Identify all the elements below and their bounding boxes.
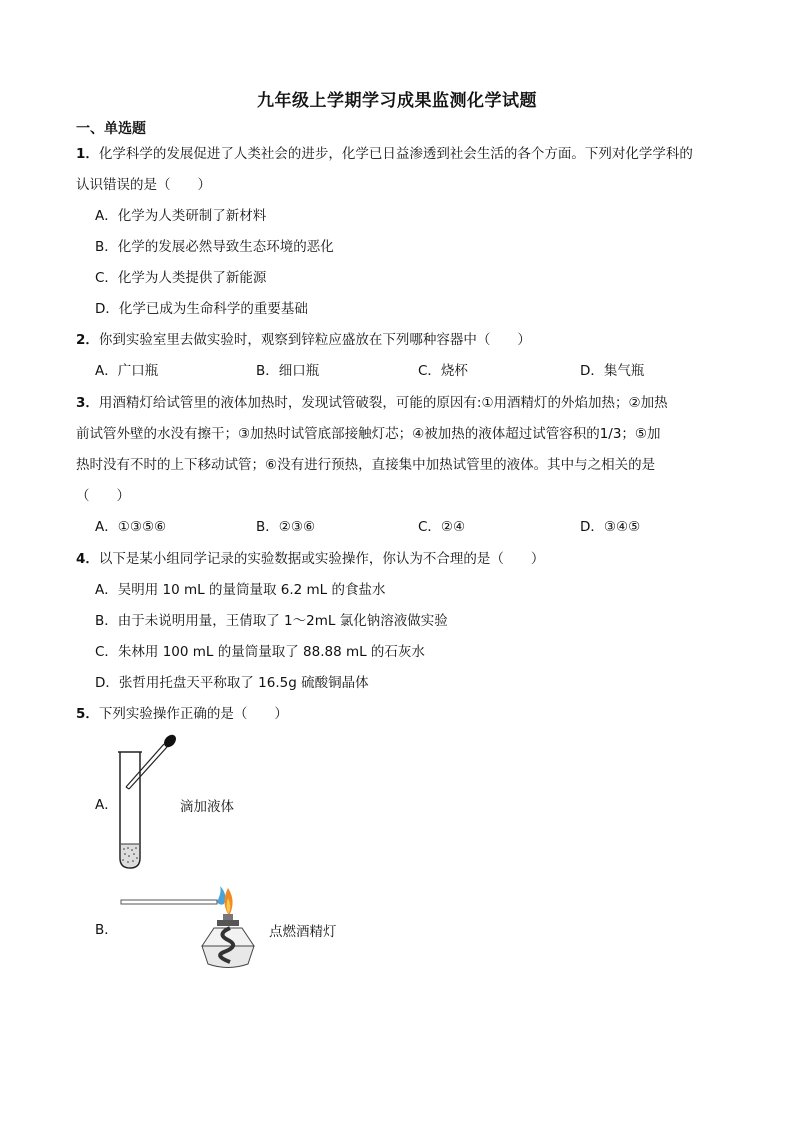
option-b[interactable]: B．细口瓶	[256, 363, 320, 379]
question-3-line-2: 前试管外壁的水没有擦干；③加热时试管底部接触灯芯；④被加热的液体超过试管容积的1/3；⑤加	[76, 426, 661, 442]
question-text: 化学科学的发展促进了人类社会的进步，化学已日益渗透到社会生活的各个方面。下列对化学学科的	[98, 146, 693, 162]
option-a[interactable]: A．①③⑤⑥	[95, 519, 167, 535]
option-b[interactable]: B．②③⑥	[256, 519, 316, 535]
option-b[interactable]: B．由于未说明用量，王倩取了 1～2mL 氯化钠溶液做实验	[95, 613, 448, 629]
option-c[interactable]: C．朱林用 100 mL 的量筒量取了 88.88 mL 的石灰水	[95, 644, 425, 660]
question-4	[76, 549, 544, 569]
question-2	[76, 330, 531, 350]
option-a-caption: 滴加液体	[180, 799, 234, 815]
option-a[interactable]: A．广口瓶	[95, 363, 159, 379]
option-d[interactable]: D．集气瓶	[580, 363, 645, 379]
page-title: 九年级上学期学习成果监测化学试题	[257, 91, 537, 111]
question-number: 4．	[76, 551, 99, 567]
option-d[interactable]: D．化学已成为生命科学的重要基础	[95, 301, 308, 317]
question-5	[76, 704, 288, 724]
option-a-label[interactable]: A．	[95, 797, 118, 813]
question-text: 你到实验室里去做实验时，观察到锌粒应盛放在下列哪种容器中（ ）	[98, 332, 531, 348]
option-c[interactable]: C．②④	[418, 519, 466, 535]
question-number: 2．	[76, 332, 99, 348]
question-number: 5．	[76, 706, 99, 722]
option-b-label[interactable]: B．	[95, 922, 118, 938]
alcohol-lamp-figure	[118, 884, 278, 974]
question-text: 用酒精灯给试管里的液体加热时，发现试管破裂，可能的原因有:①用酒精灯的外焰加热；②加热	[98, 395, 668, 411]
question-1-line-2: 认识错误的是（ ）	[76, 177, 211, 193]
option-a[interactable]: A．化学为人类研制了新材料	[95, 208, 267, 224]
option-a[interactable]: A．吴明用 10 mL 的量筒量取 6.2 mL 的食盐水	[95, 582, 386, 598]
question-number: 1．	[76, 146, 99, 162]
option-c[interactable]: C．烧杯	[418, 363, 468, 379]
question-number: 3．	[76, 395, 99, 411]
option-b[interactable]: B．化学的发展必然导致生态环境的恶化	[95, 239, 334, 255]
option-d[interactable]: D．③④⑤	[580, 519, 641, 535]
question-3-line-1	[76, 393, 668, 413]
question-text: 以下是某小组同学记录的实验数据或实验操作，你认为不合理的是（ ）	[98, 551, 545, 567]
option-b-caption: 点燃酒精灯	[269, 924, 337, 940]
question-3-line-3: 热时没有不时的上下移动试管；⑥没有进行预热，直接集中加热试管里的液体。其中与之相关的是	[76, 457, 656, 473]
question-1-line-1	[76, 144, 693, 164]
option-c[interactable]: C．化学为人类提供了新能源	[95, 270, 267, 286]
dropper-test-tube-figure	[110, 732, 180, 872]
section-heading: 一、单选题	[76, 121, 146, 137]
question-text: 下列实验操作正确的是（ ）	[98, 706, 288, 722]
question-3-line-4: （ ）	[76, 488, 130, 504]
option-d[interactable]: D．张哲用托盘天平称取了 16.5g 硫酸铜晶体	[95, 675, 369, 691]
